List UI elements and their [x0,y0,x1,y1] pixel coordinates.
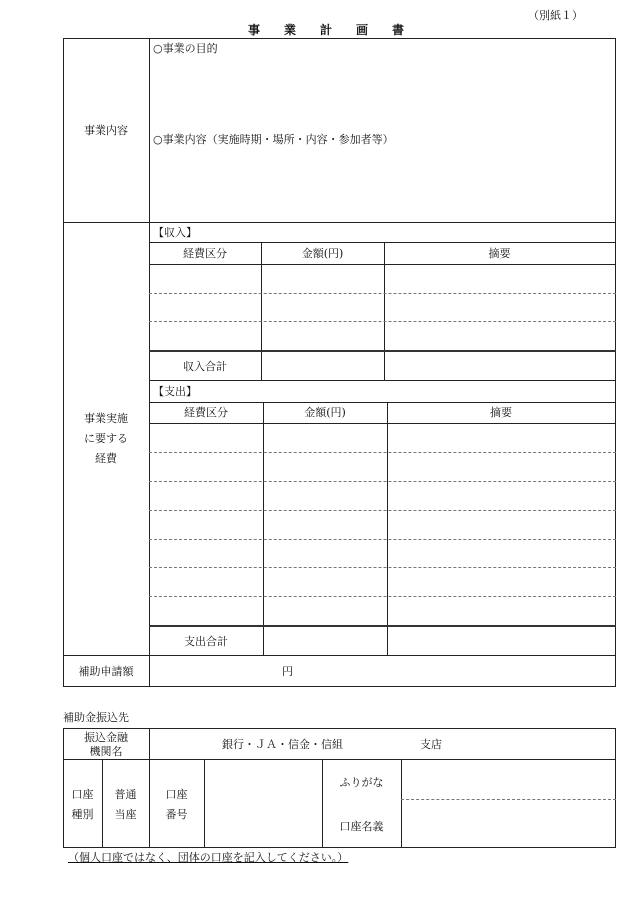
title-char: 業 [284,23,297,37]
income-col-amount: 金額(円) [301,247,344,260]
subsidy-label: 補助申請額 [78,665,134,678]
details-heading: ○事業内容（実施時期・場所・内容・参加者等） [153,133,394,146]
expenditure-heading: 【支出】 [153,385,197,398]
title-char: 画 [356,23,369,37]
account-kind-current[interactable]: 当座 [114,808,137,821]
expense-label-line: に要する [84,432,128,445]
income-total-label: 収入合計 [183,360,227,373]
transfer-heading: 補助金振込先 [63,711,129,724]
account-type-label-line: 種別 [71,808,94,821]
branch-label: 支店 [420,738,442,751]
expense-label-line: 経費 [95,452,117,465]
account-kind-ordinary[interactable]: 普通 [114,788,137,801]
income-col-category: 経費区分 [183,247,227,260]
account-number-label-line: 口座 [165,788,188,801]
account-type-label-line: 口座 [71,788,94,801]
expenditure-col-category: 経費区分 [184,406,228,419]
bank-types: 銀行・ＪＡ・信金・信組 [222,738,343,751]
title-char: 事 [248,23,261,37]
holder-label: 口座名義 [339,820,384,833]
account-number-input[interactable] [205,760,321,846]
expenditure-total-label: 支出合計 [184,635,228,648]
subsidy-unit: 円 [282,665,293,678]
account-number-label-line: 番号 [165,808,188,821]
purpose-heading: ○事業の目的 [153,42,218,55]
expenditure-col-amount: 金額(円) [304,406,346,419]
bank-label-line: 振込金融 [84,731,128,744]
income-col-remarks: 摘要 [488,247,511,260]
expense-label-line: 事業実施 [84,412,128,425]
annex-label: （別紙１） [528,9,583,22]
bank-label-line: 機関名 [89,745,123,758]
expenditure-col-remarks: 摘要 [490,406,512,419]
title-char: 書 [392,23,405,37]
content-label: 事業内容 [84,124,128,137]
furigana-label: ふりがな [339,776,384,789]
income-heading: 【収入】 [153,226,197,239]
furigana-input[interactable] [402,760,614,798]
bank-name-input[interactable] [150,730,614,758]
holder-name-input[interactable] [402,801,614,846]
title-char: 計 [320,23,333,37]
account-note: （個人口座ではなく、団体の口座を記入してください。） [68,851,349,864]
